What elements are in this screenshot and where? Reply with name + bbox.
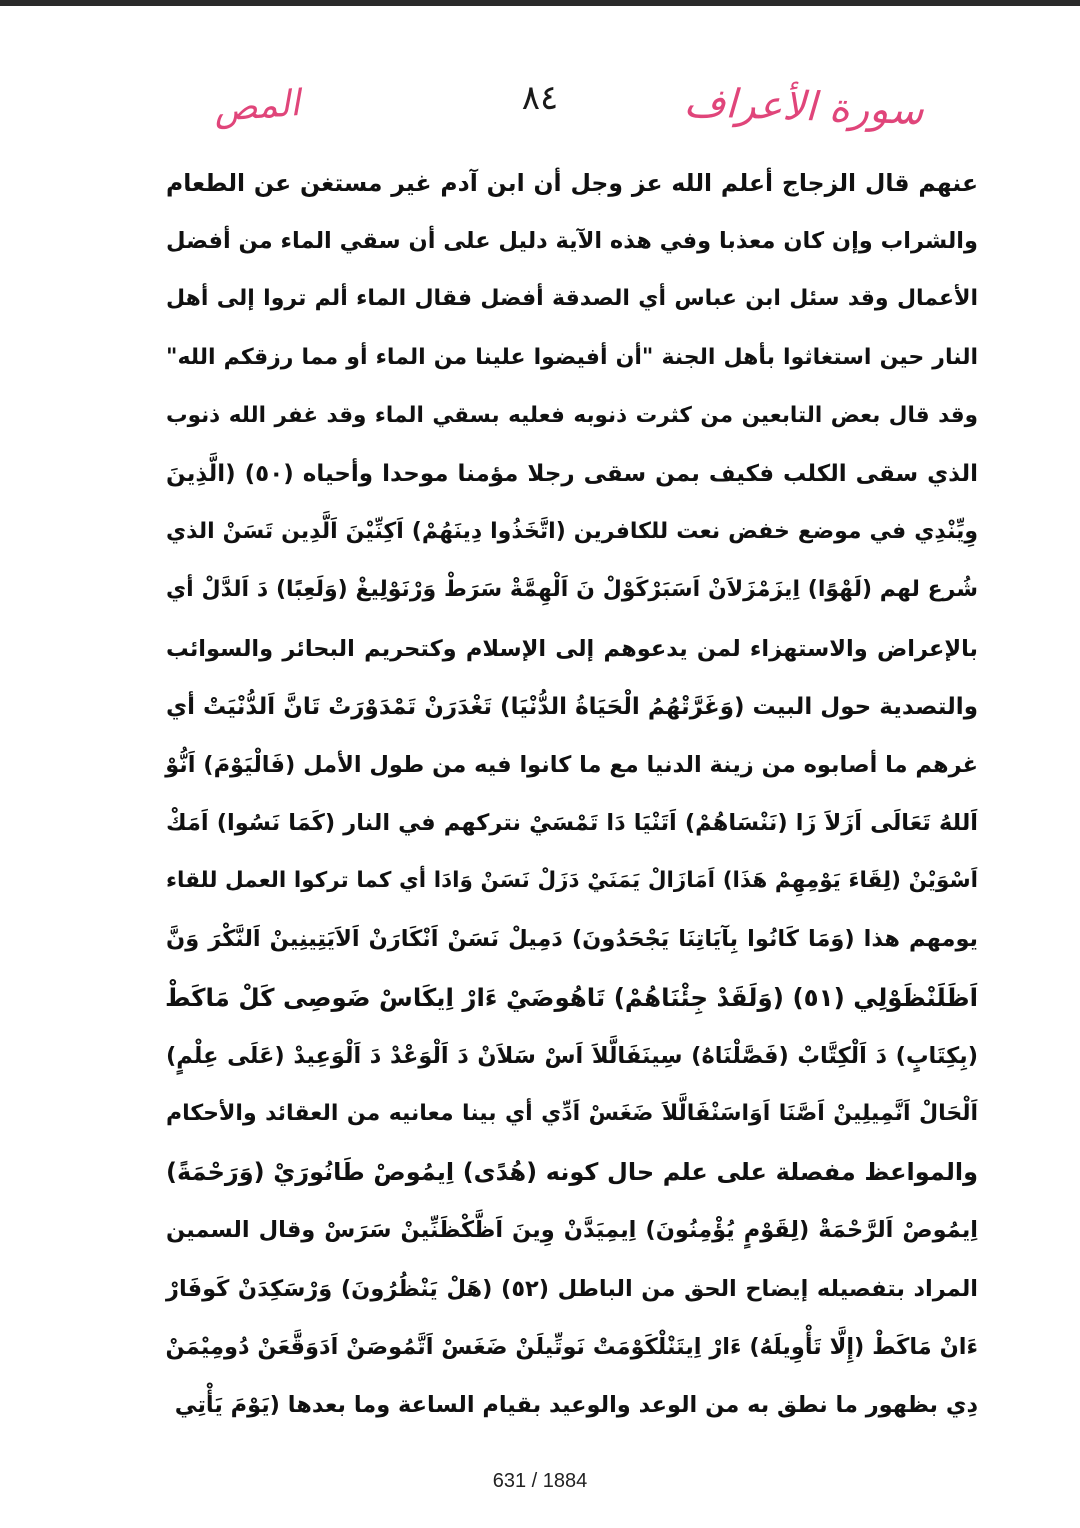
text-line: اَسْوَيْنْ (لِقَاءَ يَوْمِهِمْ هَذَا) اَمَازَالْ يَمَنَيْ دَزَلْ نَسَنْ وَادَا أي كما تركوا العمل للقاء (166, 868, 978, 894)
text-line: اَللهُ تَعَالَى اَزَلاَ زَا (نَنْسَاهُمْ) اَتَنْيَا دَا تَمْسَيْ نتركهم في النار (كَمَا نَسُوا) اَمَكْ (166, 810, 978, 837)
text-line: والتصدية حول البيت (وَغَرَّتْهُمُ الْحَيَاةُ الدُّنْيَا) تَغْدَرَنْ تَمْدَوْرَتْ تَانَّ اَلدُّنْيَتْ أي (166, 693, 978, 720)
text-line: دِي بظهور ما نطق به من الوعد والوعيد بقيام الساعة وما بعدها (يَوْمَ يَأْتِي (174, 1391, 978, 1418)
text-line: والمواعظ مفصلة على علم حال كونه (هُدًى) اِيمُوصْ طَانُورَيْ (وَرَحْمَةً) (166, 1158, 978, 1187)
text-line: وِيِّنْدِي في موضع خفض نعت للكافرين (اتَّخَذُوا دِينَهُمْ) اَكِنِّيْنَ اَلَّدِين تَسَنْ الذي (166, 519, 978, 545)
page-number: ٨٤ (521, 78, 559, 118)
text-line: النار حين استغاثوا بأهل الجنة "أن أفيضوا علينا من الماء أو مما رزقكم الله" (166, 344, 978, 370)
text-line: اَلْحَالْ اَنَّمِيلِينْ اَصَّنَا اَوَاسَنْفَالَّلاَ ضَغَسْ اَدِّي أي بينا معانيه من العقائد والأحكام (166, 1101, 978, 1126)
handwritten-letters-note: المص (212, 83, 302, 130)
text-line: ءَانْ مَاكَطْ (إِلَّا تَأْوِيلَهُ) ءَارْ اِيتَنْلْكَوْمَتْ نَوتِّيلَنْ ضَغَسْ اَتَّمُوصَنْ اَدَوَقَّعَنْ دُومِيْمَنْ (165, 1333, 978, 1360)
text-line: اِيمُوصْ اَلرَّحْمَةْ (لِقَوْمٍ يُؤْمِنُونَ) اِيمِيَدَّنْ وِينَ اَظَّكْظَنِّينْ سَرَسْ وقال السمين (166, 1217, 978, 1244)
text-line: عنهم قال الزجاج أعلم الله عز وجل أن ابن آدم غير مستغن عن الطعام (166, 169, 978, 197)
page-body-text (166, 160, 978, 1440)
page-counter: 631 / 1884 (492, 1470, 588, 1492)
text-line: غرهم ما أصابوه من زينة الدنيا مع ما كانوا فيه من طول الأمل (فَالْيَوْمَ) اَنُّوْ (165, 751, 978, 778)
text-line: يومهم هذا (وَمَا كَانُوا بِآيَاتِنَا يَجْحَدُونَ) دَمِيلْ نَسَنْ اَنْكَارَنْ اَلاَيَتِينِينْ اَلنَّكْرَ وَنَّ (166, 926, 978, 953)
text-line: الأعمال وقد سئل ابن عباس أي الصدقة أفضل فقال الماء ألم تروا إلى أهل (166, 286, 978, 312)
text-line: والشراب وإن كان معذبا وفي هذه الآية دليل على أن سقي الماء من أفضل (166, 228, 978, 255)
handwritten-surah-note: سورة الأعراف (683, 79, 925, 135)
text-line: اَظَلَنْظَوْلِي (٥١) (وَلَقَدْ جِئْنَاهُمْ) تَاهُوضَيْ ءَارْ اِيكَاسْ ضَوصِى كَلْ مَاكَطْ (165, 982, 978, 1012)
text-line: شُرع لهم (لَهْوًا) اِيزَمْزَلاَنْ اَسَبَرْكَوْلْ نَ اَلْهِمَّةْ سَرَطْ وَرْنَوْلِيغْ (وَلَعِبًا) دَ اَلدَّلْ أي (166, 577, 978, 603)
text-line: وقد قال بعض التابعين من كثرت ذنوبه فعليه بسقي الماء وقد غفر الله ذنوب (166, 402, 978, 428)
text-line: بالإعراض والاستهزاء لمن يدعوهم إلى الإسلام وكتحريم البحائر والسوائب (166, 635, 978, 662)
scan-top-edge (0, 0, 1080, 6)
text-line: المراد بتفصيله إيضاح الحق من الباطل (٥٢) (هَلْ يَنْظُرُونَ) وَرْسَكِدَنْ كَوفَارْ (166, 1275, 979, 1302)
text-line: الذي سقى الكلب فكيف بمن سقى رجلا مؤمنا موحدا وأحياه (٥٠) (الَّذِينَ (166, 460, 978, 487)
text-line: (بِكِتَابٍ) دَ اَلْكِتَّابْ (فَصَّلْنَاهُ) سِينَفَالَّلاَ اَسْ سَلاَنْ دَ اَلْوَعْدْ دَ اَلْوَعِيدْ (عَلَى عِلْمٍ) (166, 1042, 978, 1069)
